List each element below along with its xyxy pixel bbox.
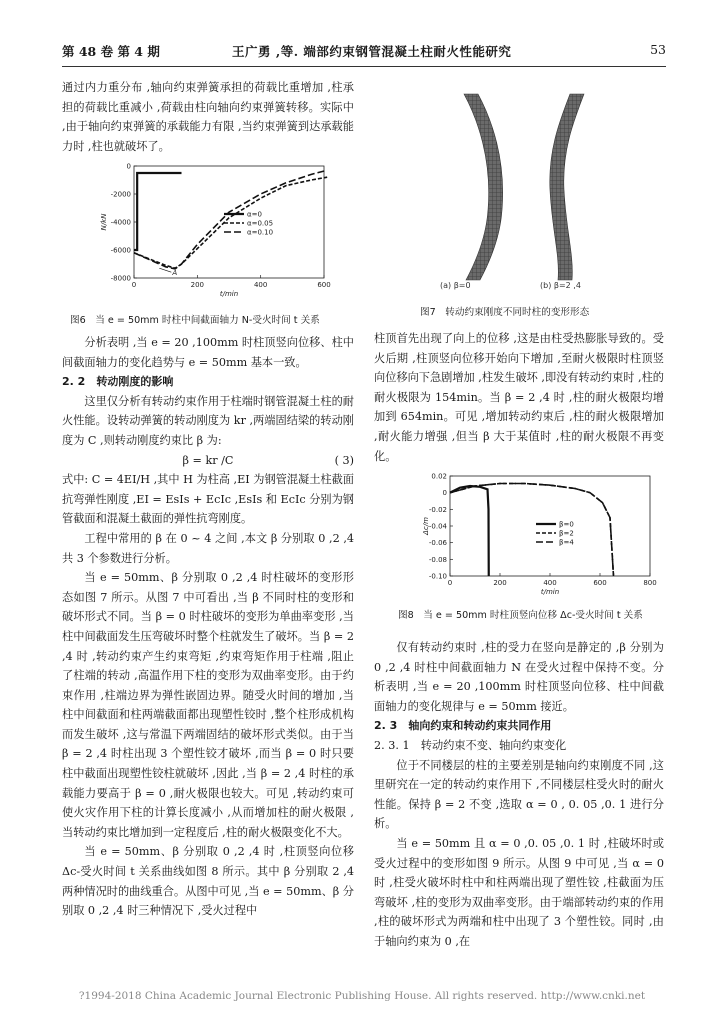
figure-8-caption: 图8 当 e = 50mm 时柱顶竖向位移 Δc-受火时间 t 关系 <box>398 610 643 621</box>
paragraph: 当 e = 50mm、β 分别取 0 ,2 ,4 时柱破坏的变形形态如图 7 所示。从图 7 中可看出 ,当 β 不同时柱的变形和破坏形式不同。当 β = 0 时柱破坏的变形为单曲率变形 ,当柱中间截面发生压弯破坏时整个柱就发生了破坏。当 β = 2 ,4 时 ,转动约束产生约束弯矩 ,约束弯矩作用于柱端 ,阻止了柱端的转动 ,高温作用下柱的变形为双曲率变形。由于约束作用 ,柱端边界为弹性嵌固边界。随受火时间的增加 ,当柱中间截面和柱两端截面都出现塑性铰时 ,整个柱形成机构而发生破坏 ,这与常温下两端固结的破坏形式类似。由于当 β = 2 ,4 时柱出现 3 个塑性铰才破坏 ,而当 β = 0 时只要柱中截面出现塑性铰柱就破坏 ,因此 ,当 β = 2 ,4 时柱的承载能力要高于 β = 0 ,耐火极限也较大。可见 ,转动约束可使火灾作用下柱的计算长度减小 ,从而增加柱的耐火极限 ,当转动约束比增加到一定程度后 ,柱的耐火极限变化不大。 <box>62 571 354 839</box>
y-tick-label: 0.02 <box>431 472 447 481</box>
x-tick-label: 400 <box>253 281 268 289</box>
equation-number: ( 3) <box>334 453 354 467</box>
paragraph: 位于不同楼层的柱的主要差别是轴向约束刚度不同 ,这里研究在一定的转动约束作用下 ,不同楼层柱受火时的耐火性能。保持 β = 2 不变 ,选取 α = 0 , 0. 05 ,0. 1 进行分析。 <box>374 758 664 831</box>
series-line-0 <box>450 486 489 576</box>
column-deformed-beta-2-4 <box>550 94 584 280</box>
figure-7a-label: (a) β=0 <box>440 281 471 290</box>
left-body-text <box>62 333 354 921</box>
y-axis-label: Δc/m <box>422 517 430 535</box>
y-tick-label: -0.08 <box>428 555 447 564</box>
y-tick-label: -0.02 <box>428 505 447 514</box>
section-heading-2-3-1: 2. 3. 1 转动约束不变、轴向约束变化 <box>374 738 567 752</box>
y-tick-label: 0 <box>126 162 131 171</box>
y-tick-label: 0 <box>442 489 447 498</box>
figure-7-caption: 图7 转动约束刚度不同时柱的变形形态 <box>420 307 590 318</box>
copyright-footer: ?1994-2018 China Academic Journal Electronic Publishing House. All rights reserved. http://www.cnki.net <box>78 990 646 1002</box>
y-tick-label: -0.04 <box>428 522 447 531</box>
paragraph: 当 e = 50mm、β 分别取 0 ,2 ,4 时 ,柱顶竖向位移 Δc-受火时间 t 关系曲线如图 8 所示。其中 β 分别取 2 ,4 两种情况时的曲线重合。从图中可见 ,当 e = 50mm、β 分别取 0 ,2 ,4 时三种情况下 ,受火过程中 <box>62 845 354 918</box>
x-tick-label: 800 <box>643 579 657 587</box>
annotation-label: A <box>172 269 178 278</box>
x-tick-label: 0 <box>131 281 137 289</box>
x-tick-label: 400 <box>543 579 557 587</box>
page-number: 53 <box>650 42 666 57</box>
section-heading-2-2: 2. 2 转动刚度的影响 <box>62 375 174 389</box>
legend-label: α=0.10 <box>247 228 274 237</box>
y-tick-label: -6000 <box>110 246 131 255</box>
x-tick-label: 600 <box>593 579 607 587</box>
legend-label: β=0 <box>559 520 574 529</box>
paragraph: 仅有转动约束时 ,柱的受力在竖向是静定的 ,β 分别为 0 ,2 ,4 时柱中间截面轴力 N 在受火过程中保持不变。分析表明 ,当 e = 20 ,100mm 时柱顶竖向位移、柱中间截面轴力的变化规律与 e = 50mm 接近。 <box>374 641 664 713</box>
y-tick-label: -2000 <box>110 190 131 199</box>
equation-formula: β = kr /C <box>182 453 234 467</box>
x-tick-label: 0 <box>447 579 453 587</box>
paragraph: 工程中常用的 β 在 0 ~ 4 之间 ,本文 β 分别取 0 ,2 ,4 共 3 个参数进行分析。 <box>62 531 354 565</box>
x-axis-label: t/min <box>540 588 560 596</box>
left-top-text <box>62 78 354 156</box>
y-tick-label: -8000 <box>110 274 131 283</box>
plot-frame <box>450 476 650 576</box>
legend-label: β=4 <box>559 538 574 547</box>
series-line-1 <box>450 484 614 577</box>
figure-8-chart <box>418 472 658 598</box>
y-tick-label: -0.06 <box>428 539 447 548</box>
figure-7b-label: (b) β=2 ,4 <box>540 281 581 290</box>
header-rule <box>62 66 666 67</box>
running-header <box>62 42 666 64</box>
series-line-0 <box>134 173 182 250</box>
right-bottom-text <box>374 638 664 952</box>
x-tick-label: 200 <box>493 579 507 587</box>
y-tick-label: -4000 <box>110 218 131 227</box>
right-mid-text <box>374 329 664 466</box>
legend-label: α=0.05 <box>247 219 274 228</box>
x-tick-label: 200 <box>190 281 205 289</box>
paragraph: 分析表明 ,当 e = 20 ,100mm 时柱顶竖向位移、柱中间截面轴力的变化趋势与 e = 50mm 基本一致。 <box>62 336 354 369</box>
y-axis-label: N/kN <box>100 213 108 231</box>
paragraph: 这里仅分析有转动约束作用于柱端时钢管混凝土柱的耐火性能。设转动弹簧的转动刚度为 kr ,两端固结梁的转动刚度为 C ,则转动刚度约束比 β 为: <box>62 394 354 447</box>
figure-6-chart <box>96 160 332 300</box>
series-line-2 <box>134 170 327 269</box>
column-deformed-beta-0 <box>464 94 503 280</box>
legend-label: β=2 <box>559 529 574 538</box>
figure-6-caption: 图6 当 e = 50mm 时柱中间截面轴力 N-受火时间 t 关系 <box>70 315 320 326</box>
paragraph: 柱顶首先出现了向上的位移 ,这是由柱受热膨胀导致的。受火后期 ,柱顶竖向位移开始向下增加 ,至耐火极限时柱顶竖向位移向下急剧增加 ,柱发生破坏 ,即没有转动约束时 ,柱的耐火极限为 154min。当 β = 2 ,4 时 ,柱的耐火极限均增加到 654min。可见 ,增加转动约束后 ,柱的耐火极限增加 ,耐火能力增强 ,但当 β 大于某值时 ,柱的耐火极限不再变化。 <box>374 332 664 463</box>
legend-label: α=0 <box>247 210 262 219</box>
issue-label: 第 48 卷 第 4 期 <box>62 44 160 59</box>
paragraph: 当 e = 50mm 且 α = 0 ,0. 05 ,0. 1 时 ,柱破坏时或受火过程中的变形如图 9 所示。从图 9 中可见 ,当 α = 0 时 ,柱受火破坏时柱中和柱两端出现了塑性铰 ,柱截面为压弯破坏 ,柱的变形为双曲率变形。由于端部转动约束的作用 ,柱的破坏形式为两端和柱中出现了 3 个塑性铰。同时 ,由于轴向约束为 0 ,在 <box>374 836 664 948</box>
paragraph: 通过内力重分布 ,轴向约束弹簧承担的荷载比重增加 ,柱承担的荷载比重减小 ,荷载由柱向轴向约束弹簧转移。实际中 ,由于轴向约束弹簧的承载能力有限 ,当约束弹簧到达承载能力时 ,柱也就破坏了。 <box>62 81 354 153</box>
x-tick-label: 600 <box>317 281 331 289</box>
header-title: 王广勇 ,等. 端部约束钢管混凝土柱耐火性能研究 <box>232 44 512 59</box>
x-axis-label: t/min <box>219 290 239 298</box>
y-tick-label: -0.10 <box>428 572 447 581</box>
equation-3 <box>62 451 354 471</box>
paragraph: 式中: C = 4EI/H ,其中 H 为柱高 ,EI 为钢管混凝土柱截面抗弯弹性刚度 ,EI = EsIs + EcIc ,EsIs 和 EcIc 分别为钢管截面和混凝土截面的弹性抗弯刚度。 <box>62 473 354 526</box>
annotation-leader <box>159 268 171 272</box>
section-heading-2-3: 2. 3 轴向约束和转动约束共同作用 <box>374 719 552 733</box>
figure-7-images <box>420 80 610 290</box>
series-line-2 <box>450 484 614 577</box>
